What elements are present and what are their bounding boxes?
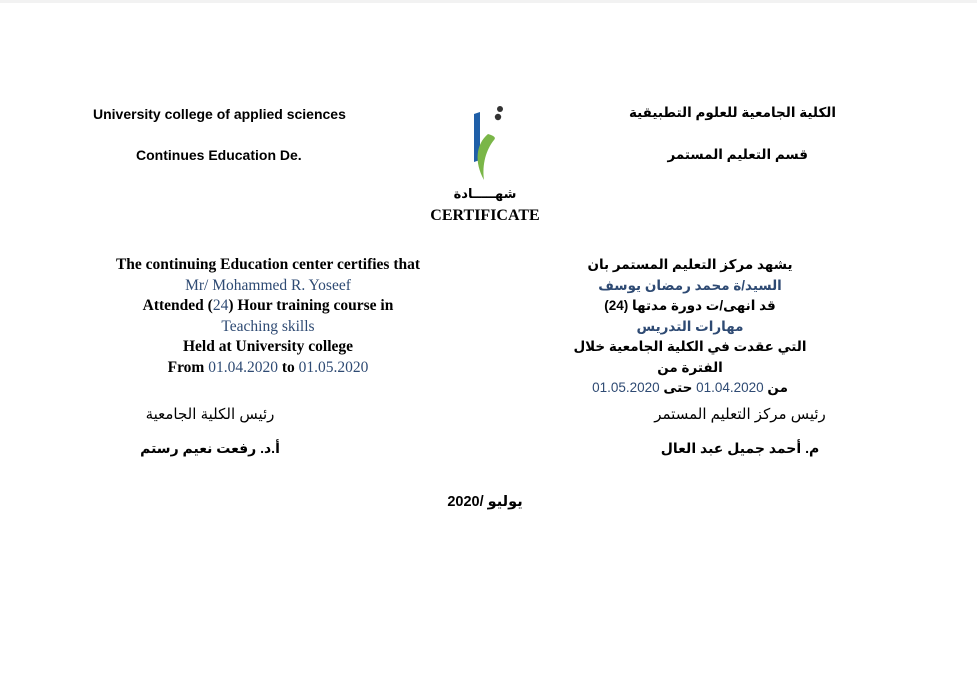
certificate-title-ar: شهـــــادة: [453, 186, 517, 201]
en-department-name: Continues Education De.: [136, 147, 302, 163]
ar-date-range: من 01.04.2020 حتى 01.05.2020: [592, 380, 788, 395]
top-border: [0, 0, 977, 3]
en-certifies-line: The continuing Education center certifies that: [115, 256, 421, 273]
en-held-line: Held at University college: [182, 338, 354, 355]
left-signature-name: أ.د. رفعت نعيم رستم: [140, 440, 280, 456]
en-course-name: Teaching skills: [221, 317, 315, 335]
certificate-date: يوليو /2020: [447, 494, 523, 510]
ar-institution-name: الكلية الجامعية للعلوم التطبيقية: [628, 105, 836, 120]
ar-certifies-line: يشهد مركز التعليم المستمر بان: [587, 257, 793, 272]
ar-department-name: قسم التعليم المستمر: [667, 147, 808, 162]
ucas-logo-icon: [462, 100, 514, 184]
right-signature-name: م. أحمد جميل عبد العال: [660, 440, 820, 456]
certificate-title-en: CERTIFICATE: [430, 207, 540, 224]
en-attended-line: Attended (24) Hour training course in: [142, 297, 394, 314]
en-institution-name: University college of applied sciences: [93, 106, 346, 122]
ar-course-name: مهارات التدريس: [636, 318, 744, 334]
ar-held-line: التي عقدت في الكلية الجامعية خلال الفترة من: [573, 339, 807, 375]
left-signature-title: رئيس الكلية الجامعية: [145, 406, 275, 423]
english-body: [68, 255, 468, 378]
arabic-body: [560, 255, 820, 399]
en-recipient-name: Mr/ Mohammed R. Yoseef: [185, 276, 351, 294]
ar-recipient-name: السيد/ة محمد رمضان يوسف: [598, 277, 782, 293]
en-date-range: From 01.04.2020 to 01.05.2020: [167, 358, 369, 376]
right-signature-title: رئيس مركز التعليم المستمر: [654, 406, 826, 423]
ar-attended-line: قد انهى/ت دورة مدتها (24): [604, 298, 776, 313]
